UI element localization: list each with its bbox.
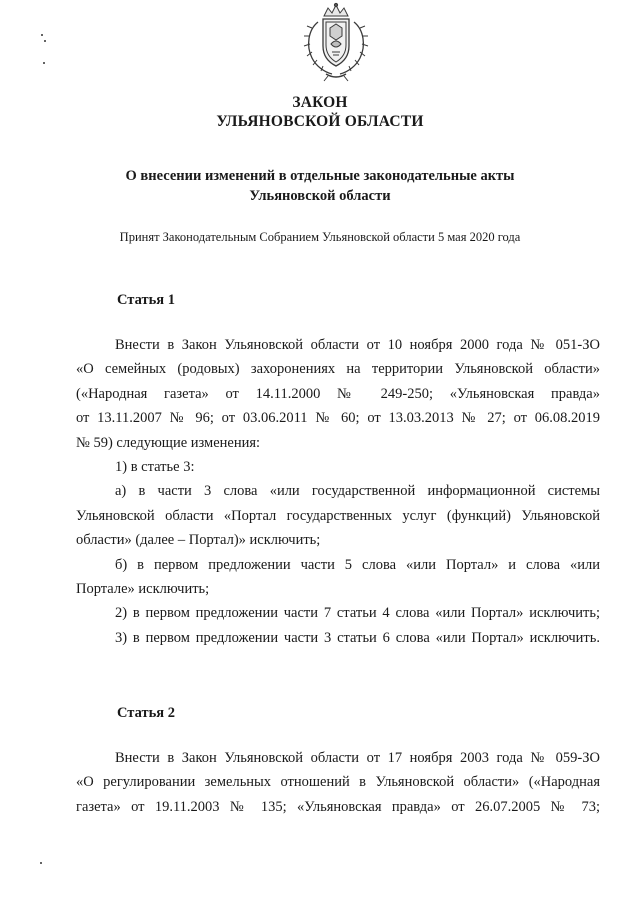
coat-of-arms-emblem xyxy=(298,2,374,82)
article-1-line: Ульяновской области «Портал государственных услуг (функций) Ульяновской xyxy=(76,507,600,524)
scan-speck xyxy=(44,40,46,42)
article-1-line: 2) в первом предложении части 7 статьи 4 слова «или Портал» исключить; xyxy=(115,605,600,622)
article-2-heading: Статья 2 xyxy=(117,705,175,721)
law-title-line1: ЗАКОН xyxy=(292,94,348,111)
scan-speck xyxy=(43,62,45,64)
article-1-line: 3) в первом предложении части 3 статьи 6 слова «или Портал» исключить. xyxy=(115,629,600,646)
scan-speck xyxy=(40,862,42,864)
article-1-body xyxy=(76,333,600,650)
law-subject-line2: Ульяновской области xyxy=(249,188,391,204)
law-title xyxy=(0,93,640,131)
adoption-note: Принят Законодательным Собранием Ульяновской области 5 мая 2020 года xyxy=(119,230,521,244)
article-1-line: («Народная газета» от 14.11.2000 № 249-250; «Ульяновская правда» xyxy=(76,385,600,402)
article-2-line: «О регулировании земельных отношений в Ульяновской области» («Народная xyxy=(76,774,600,791)
article-1-line: Внести в Закон Ульяновской области от 10 ноября 2000 года № 051-ЗО xyxy=(115,337,600,353)
article-1-line: б) в первом предложении части 5 слова «или Портал» и слова «или xyxy=(115,556,600,573)
article-2-body xyxy=(76,746,600,819)
article-1-line: № 59) следующие изменения: xyxy=(76,434,261,451)
law-subject xyxy=(0,166,640,206)
article-1-line: а) в части 3 слова «или государственной информационной системы xyxy=(115,483,600,500)
article-2-line: Внести в Закон Ульяновской области от 17 ноября 2003 года № 059-ЗО xyxy=(115,750,600,766)
article-2-line: газета» от 19.11.2003 № 135; «Ульяновская правда» от 26.07.2005 № 73; xyxy=(76,798,600,815)
article-1-line: 1) в статье 3: xyxy=(115,459,195,476)
law-subject-line1: О внесении изменений в отдельные законодательные акты xyxy=(125,168,515,184)
scan-speck xyxy=(41,34,43,36)
law-title-line2: УЛЬЯНОВСКОЙ ОБЛАСТИ xyxy=(216,113,424,130)
article-1-line: области» (далее – Портал)» исключить; xyxy=(76,532,321,549)
article-1-line: Портале» исключить; xyxy=(76,581,210,598)
article-1-line: «О семейных (родовых) захоронениях на территории Ульяновской области» xyxy=(76,361,600,378)
article-1-heading: Статья 1 xyxy=(117,292,175,308)
article-1-line: от 13.11.2007 № 96; от 03.06.2011 № 60; от 13.03.2013 № 27; от 06.08.2019 xyxy=(76,410,600,427)
